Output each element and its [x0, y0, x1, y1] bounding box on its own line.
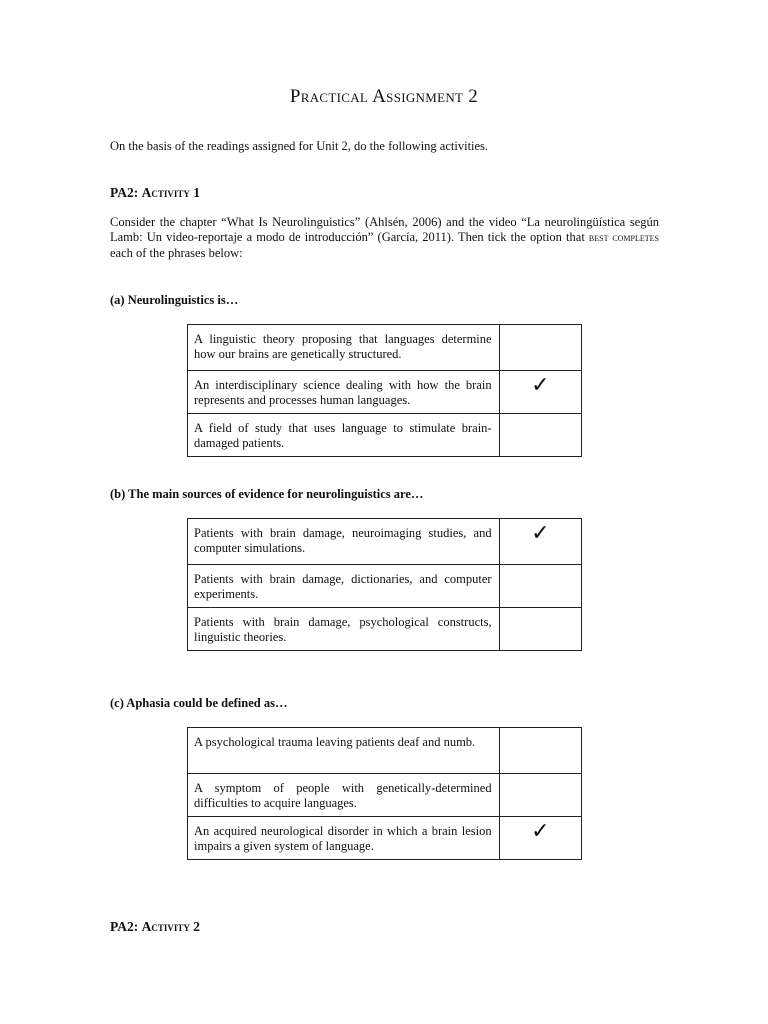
option-text: A field of study that uses language to stimulate brain-damaged patients.: [188, 414, 500, 457]
option-row: [188, 774, 582, 817]
option-text: An acquired neurological disorder in which a brain lesion impairs a given system of language.: [188, 817, 500, 860]
question-a-table: [187, 324, 582, 457]
tick-box[interactable]: [499, 565, 581, 608]
tick-box[interactable]: [499, 414, 581, 457]
option-row: [188, 608, 582, 651]
page-title: Practical Assignment 2: [289, 86, 479, 107]
option-text: A linguistic theory proposing that languages determine how our brains are genetically structured.: [188, 325, 500, 371]
option-text: Patients with brain damage, neuroimaging studies, and computer simulations.: [188, 519, 500, 565]
activity-2-heading: [110, 919, 200, 935]
option-row: [188, 325, 582, 371]
option-text: A symptom of people with genetically-determined difficulties to acquire languages.: [188, 774, 500, 817]
tick-box[interactable]: [499, 608, 581, 651]
option-row: [188, 371, 582, 414]
instructions-part2: each of the phrases below:: [110, 246, 243, 260]
activity-2-prefix: PA2:: [110, 919, 142, 934]
activity-1-heading: [110, 185, 200, 201]
intro-text: On the basis of the readings assigned for Unit 2, do the following activities.: [110, 139, 489, 153]
question-c-table: [187, 727, 582, 860]
option-row: [188, 414, 582, 457]
question-b-table: [187, 518, 582, 651]
activity-2-label: Activity 2: [141, 919, 201, 934]
option-row: [188, 817, 582, 860]
tick-box[interactable]: [499, 519, 581, 565]
option-text: A psychological trauma leaving patients deaf and numb.: [188, 728, 500, 774]
checkmark-icon: ✓: [531, 521, 550, 546]
question-a-prompt: (a) Neurolinguistics is…: [110, 293, 239, 307]
question-b-prompt: (b) The main sources of evidence for neurolinguistics are…: [110, 487, 424, 501]
option-row: [188, 565, 582, 608]
tick-box[interactable]: [499, 817, 581, 860]
tick-box[interactable]: [499, 371, 581, 414]
checkmark-icon: ✓: [531, 819, 550, 844]
tick-box[interactable]: [499, 728, 581, 774]
option-row: [188, 728, 582, 774]
option-row: [188, 519, 582, 565]
activity-1-label: Activity 1: [141, 185, 201, 200]
option-text: Patients with brain damage, dictionaries, and computer experiments.: [188, 565, 500, 608]
instructions-paragraph: [110, 215, 659, 261]
checkmark-icon: ✓: [531, 373, 550, 398]
instructions-part1: Consider the chapter “What Is Neurolinguistics” (Ahlsén, 2006) and the video “La neurolingüística según Lamb: Un video-reportaje a modo de introducción” (García, 2011). Then tick the option that: [110, 215, 659, 244]
instructions-emphasis: best completes: [588, 232, 659, 244]
activity-1-prefix: PA2:: [110, 185, 142, 200]
tick-box[interactable]: [499, 774, 581, 817]
option-text: An interdisciplinary science dealing with how the brain represents and processes human languages.: [188, 371, 500, 414]
option-text: Patients with brain damage, psychological constructs, linguistic theories.: [188, 608, 500, 651]
question-c-prompt: (c) Aphasia could be defined as…: [110, 696, 288, 710]
tick-box[interactable]: [499, 325, 581, 371]
